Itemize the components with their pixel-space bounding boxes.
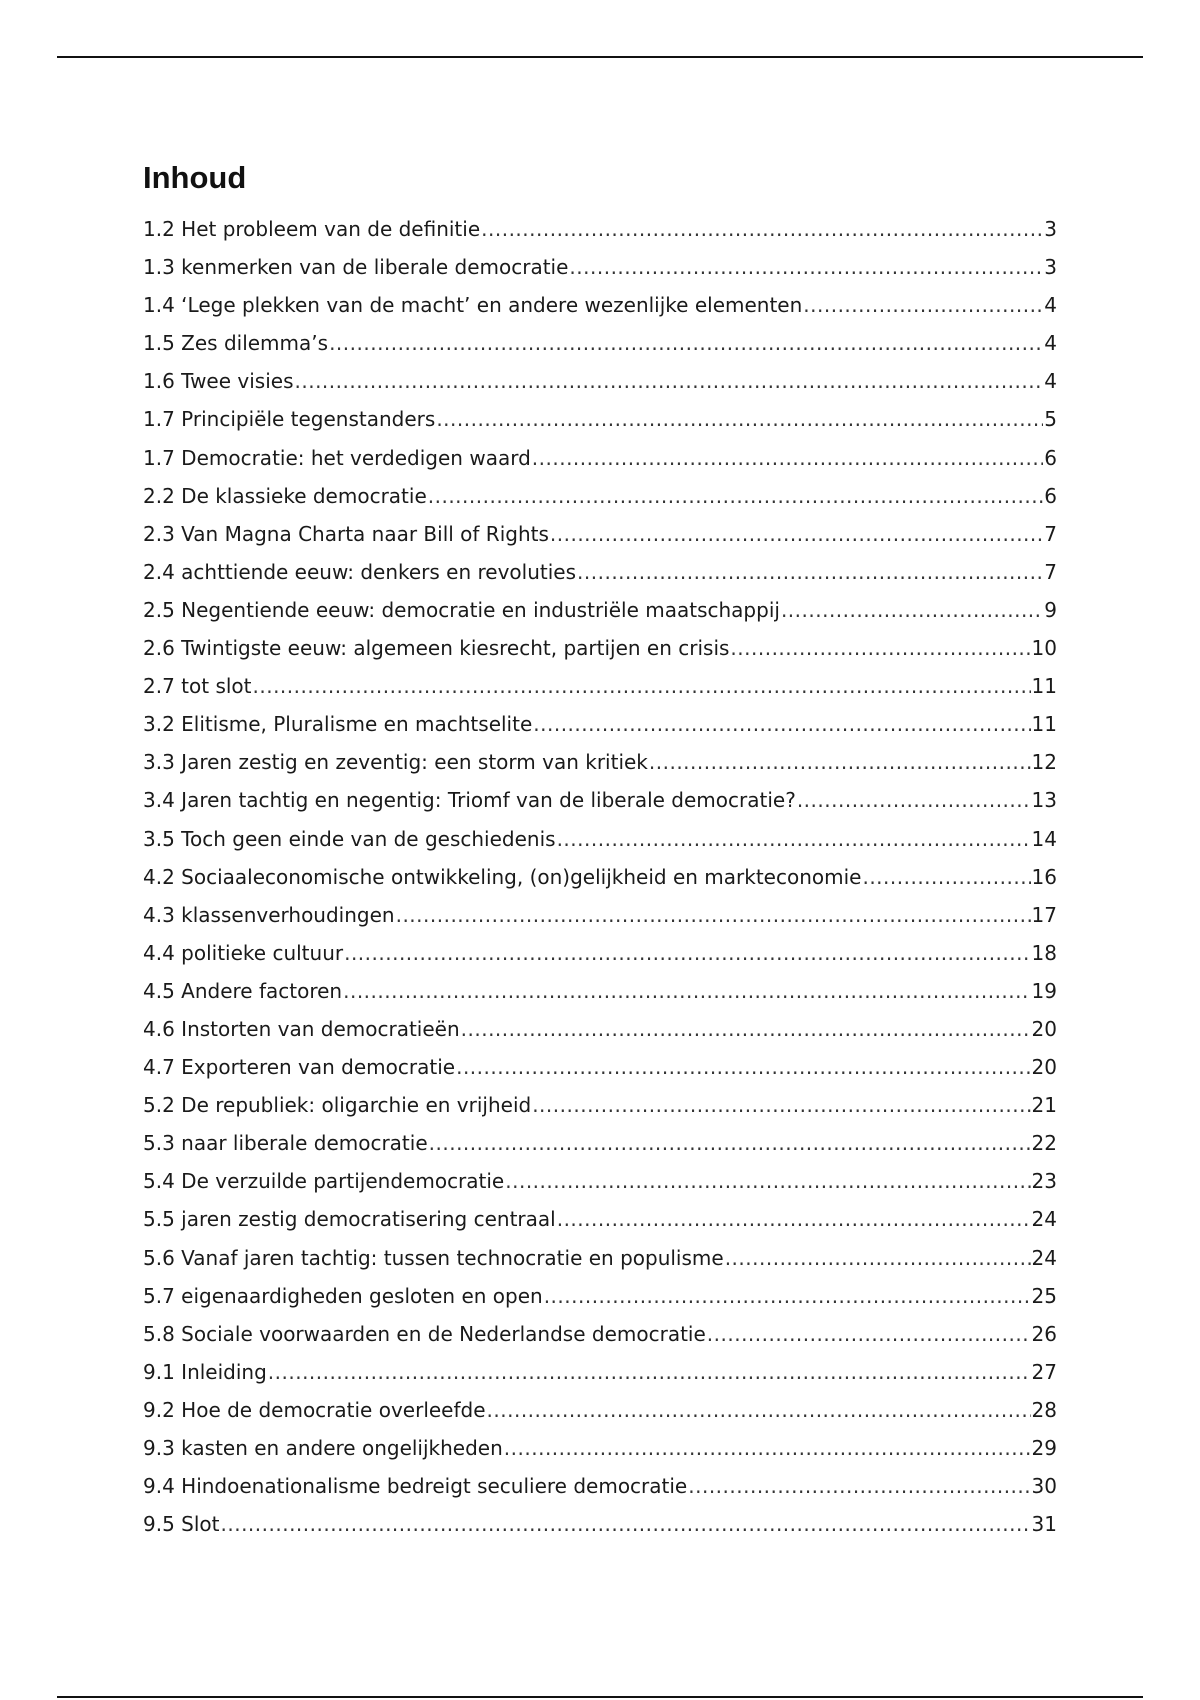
toc-dot-leader — [725, 1239, 1031, 1277]
toc-entry-page-number: 11 — [1031, 674, 1057, 699]
toc-entry-page-number: 31 — [1031, 1512, 1057, 1537]
toc-dot-leader — [268, 1353, 1031, 1391]
toc-dot-leader — [557, 1200, 1031, 1238]
toc-entry-page-number: 3 — [1044, 217, 1057, 241]
toc-dot-leader — [436, 400, 1043, 438]
toc-entry-label: 1.7 Democratie: het verdedigen waard — [143, 445, 531, 470]
table-of-contents — [143, 160, 1057, 1543]
toc-entry-page-number: 6 — [1044, 445, 1057, 470]
toc-dot-leader — [803, 286, 1043, 324]
toc-entry-label: 1.4 ‘Lege plekken van de macht’ en andere wezenlijke elementen — [143, 293, 803, 318]
toc-entry-label: 2.4 achttiende eeuw: denkers en revoluties — [143, 559, 577, 584]
toc-entry[interactable] — [143, 553, 1057, 591]
toc-entry[interactable] — [143, 820, 1057, 858]
toc-entry[interactable] — [143, 858, 1057, 896]
toc-dot-leader — [797, 781, 1031, 819]
toc-dot-leader — [557, 820, 1031, 858]
toc-dot-leader — [544, 1277, 1031, 1315]
toc-entry-label: 1.5 Zes dilemma’s — [143, 331, 329, 356]
toc-dot-leader — [577, 553, 1043, 591]
footer-rule — [57, 1696, 1143, 1698]
toc-dot-leader — [781, 591, 1043, 629]
toc-dot-leader — [221, 1505, 1031, 1543]
toc-entry-label: 5.7 eigenaardigheden gesloten en open — [143, 1283, 543, 1308]
toc-entry[interactable] — [143, 1010, 1057, 1048]
toc-entry-page-number: 24 — [1031, 1207, 1057, 1232]
toc-entry[interactable] — [143, 1162, 1057, 1200]
toc-entry-page-number: 19 — [1031, 978, 1057, 1003]
toc-entry-label: 3.3 Jaren zestig en zeventig: een storm van kritiek — [143, 750, 648, 775]
toc-entry[interactable] — [143, 1048, 1057, 1086]
toc-entry-label: 5.3 naar liberale democratie — [143, 1131, 428, 1156]
toc-entry[interactable] — [143, 248, 1057, 286]
toc-entry-page-number: 18 — [1031, 940, 1057, 965]
toc-entry-page-number: 17 — [1031, 902, 1057, 927]
toc-dot-leader — [707, 1315, 1031, 1353]
toc-entry-page-number: 13 — [1031, 788, 1057, 813]
toc-entry[interactable] — [143, 743, 1057, 781]
toc-entry-label: 4.7 Exporteren van democratie — [143, 1055, 456, 1080]
toc-entry-label: 4.2 Sociaaleconomische ontwikkeling, (on)gelijkheid en markteconomie — [143, 864, 862, 889]
toc-entry[interactable] — [143, 667, 1057, 705]
toc-entry[interactable] — [143, 1353, 1057, 1391]
toc-dot-leader — [550, 515, 1043, 553]
toc-entry[interactable] — [143, 705, 1057, 743]
toc-entry-label: 2.2 De klassieke democratie — [143, 483, 427, 508]
toc-entry-page-number: 3 — [1044, 255, 1057, 280]
toc-entry-page-number: 5 — [1044, 407, 1057, 432]
toc-entry-label: 5.5 jaren zestig democratisering centraal — [143, 1207, 556, 1232]
toc-entry-label: 2.5 Negentiende eeuw: democratie en industriële maatschappij — [143, 597, 780, 622]
toc-entry-page-number: 4 — [1044, 369, 1057, 394]
toc-entry-label: 2.3 Van Magna Charta naar Bill of Rights — [143, 521, 549, 546]
toc-dot-leader — [505, 1162, 1030, 1200]
toc-entry[interactable] — [143, 1277, 1057, 1315]
toc-entry-label: 9.2 Hoe de democratie overleefde — [143, 1397, 486, 1422]
toc-entry-page-number: 23 — [1031, 1169, 1057, 1194]
toc-entry-label: 5.4 De verzuilde partijendemocratie — [143, 1169, 505, 1194]
toc-entry-label: 4.6 Instorten van democratieën — [143, 1016, 460, 1041]
toc-dot-leader — [532, 439, 1043, 477]
toc-entry-label: 3.2 Elitisme, Pluralisme en machtselite — [143, 712, 533, 737]
toc-entry[interactable] — [143, 210, 1057, 248]
toc-entry-page-number: 12 — [1031, 750, 1057, 775]
toc-entry-label: 9.5 Slot — [143, 1512, 220, 1537]
toc-dot-leader — [862, 858, 1030, 896]
toc-entry-page-number: 7 — [1044, 559, 1057, 584]
toc-entry-page-number: 29 — [1031, 1436, 1057, 1460]
toc-entry-label: 4.5 Andere factoren — [143, 978, 343, 1003]
toc-entry-label: 1.7 Principiële tegenstanders — [143, 407, 436, 432]
toc-entry-page-number: 28 — [1031, 1397, 1057, 1422]
toc-entry-label: 9.4 Hindoenationalisme bedreigt seculiere democratie — [143, 1474, 688, 1499]
toc-entry-label: 1.6 Twee visies — [143, 369, 294, 394]
toc-dot-leader — [461, 1010, 1031, 1048]
toc-entry[interactable] — [143, 591, 1057, 629]
toc-entry[interactable] — [143, 1429, 1057, 1467]
toc-entry-label: 5.2 De republiek: oligarchie en vrijheid — [143, 1093, 532, 1118]
toc-dot-leader — [481, 210, 1043, 248]
toc-entry[interactable] — [143, 1239, 1057, 1277]
toc-entry-page-number: 14 — [1031, 826, 1057, 851]
toc-entry[interactable] — [143, 1505, 1057, 1543]
toc-dot-leader — [569, 248, 1043, 286]
toc-dot-leader — [649, 743, 1031, 781]
toc-dot-leader — [295, 362, 1044, 400]
toc-entry-page-number: 9 — [1044, 597, 1057, 622]
toc-entry-label: 9.1 Inleiding — [143, 1359, 267, 1384]
toc-dot-leader — [396, 896, 1031, 934]
toc-dot-leader — [329, 324, 1043, 362]
toc-entry-label: 5.6 Vanaf jaren tachtig: tussen technocratie en populisme — [143, 1245, 724, 1270]
toc-entry[interactable] — [143, 972, 1057, 1010]
toc-entry-page-number: 6 — [1044, 483, 1057, 508]
toc-entry-label: 5.8 Sociale voorwaarden en de Nederlandse democratie — [143, 1321, 706, 1346]
toc-entry[interactable] — [143, 1124, 1057, 1162]
toc-dot-leader — [487, 1391, 1031, 1429]
toc-entry[interactable] — [143, 439, 1057, 477]
toc-dot-leader — [532, 1086, 1030, 1124]
toc-dot-leader — [429, 1124, 1031, 1162]
toc-entry[interactable] — [143, 1086, 1057, 1124]
toc-entry-label: 3.4 Jaren tachtig en negentig: Triomf van de liberale democratie? — [143, 788, 796, 813]
toc-entry-page-number: 4 — [1044, 293, 1057, 318]
toc-entry[interactable] — [143, 286, 1057, 324]
toc-entry-page-number: 30 — [1031, 1474, 1057, 1499]
toc-dot-leader — [730, 629, 1030, 667]
toc-entry-label: 3.5 Toch geen einde van de geschiedenis — [143, 826, 556, 851]
toc-entry[interactable] — [143, 324, 1057, 362]
toc-entry-page-number: 20 — [1031, 1016, 1057, 1041]
toc-entry-label: 1.3 kenmerken van de liberale democratie — [143, 255, 569, 280]
toc-entry[interactable] — [143, 896, 1057, 934]
toc-entry-page-number: 10 — [1031, 636, 1057, 661]
toc-title: Inhoud — [143, 160, 247, 195]
toc-entry[interactable] — [143, 400, 1057, 438]
toc-entry[interactable] — [143, 934, 1057, 972]
toc-entry-page-number: 4 — [1044, 331, 1057, 356]
toc-entry-label: 2.7 tot slot — [143, 674, 252, 699]
toc-entry[interactable] — [143, 1467, 1057, 1505]
toc-entry-page-number: 26 — [1031, 1321, 1057, 1346]
toc-dot-leader — [688, 1467, 1030, 1505]
toc-entry-page-number: 22 — [1031, 1131, 1057, 1156]
toc-dot-leader — [343, 972, 1030, 1010]
toc-dot-leader — [253, 667, 1031, 705]
toc-list — [143, 210, 1057, 1543]
toc-entry-label: 4.3 klassenverhoudingen — [143, 902, 395, 927]
toc-entry-page-number: 24 — [1031, 1245, 1057, 1270]
toc-dot-leader — [504, 1429, 1031, 1467]
toc-entry-page-number: 16 — [1031, 864, 1057, 889]
toc-entry-page-number: 20 — [1031, 1055, 1057, 1080]
toc-entry[interactable] — [143, 515, 1057, 553]
toc-dot-leader — [344, 934, 1030, 972]
toc-entry-label: 9.3 kasten en andere ongelijkheden — [143, 1436, 503, 1460]
toc-entry[interactable] — [143, 1391, 1057, 1429]
toc-entry[interactable] — [143, 1200, 1057, 1238]
toc-entry-page-number: 21 — [1031, 1093, 1057, 1118]
toc-entry-page-number: 25 — [1031, 1283, 1057, 1308]
toc-entry[interactable] — [143, 629, 1057, 667]
toc-dot-leader — [428, 477, 1044, 515]
toc-entry-label: 2.6 Twintigste eeuw: algemeen kiesrecht, partijen en crisis — [143, 636, 730, 661]
toc-entry[interactable] — [143, 1315, 1057, 1353]
toc-dot-leader — [533, 705, 1030, 743]
toc-entry-page-number: 27 — [1031, 1359, 1057, 1384]
toc-entry-label: 1.2 Het probleem van de definitie — [143, 217, 481, 241]
header-rule — [57, 56, 1143, 58]
toc-entry-page-number: 11 — [1031, 712, 1057, 737]
toc-entry[interactable] — [143, 477, 1057, 515]
toc-entry-label: 4.4 politieke cultuur — [143, 940, 344, 965]
toc-entry[interactable] — [143, 781, 1057, 819]
toc-entry-page-number: 7 — [1044, 521, 1057, 546]
toc-entry[interactable] — [143, 362, 1057, 400]
toc-dot-leader — [456, 1048, 1030, 1086]
